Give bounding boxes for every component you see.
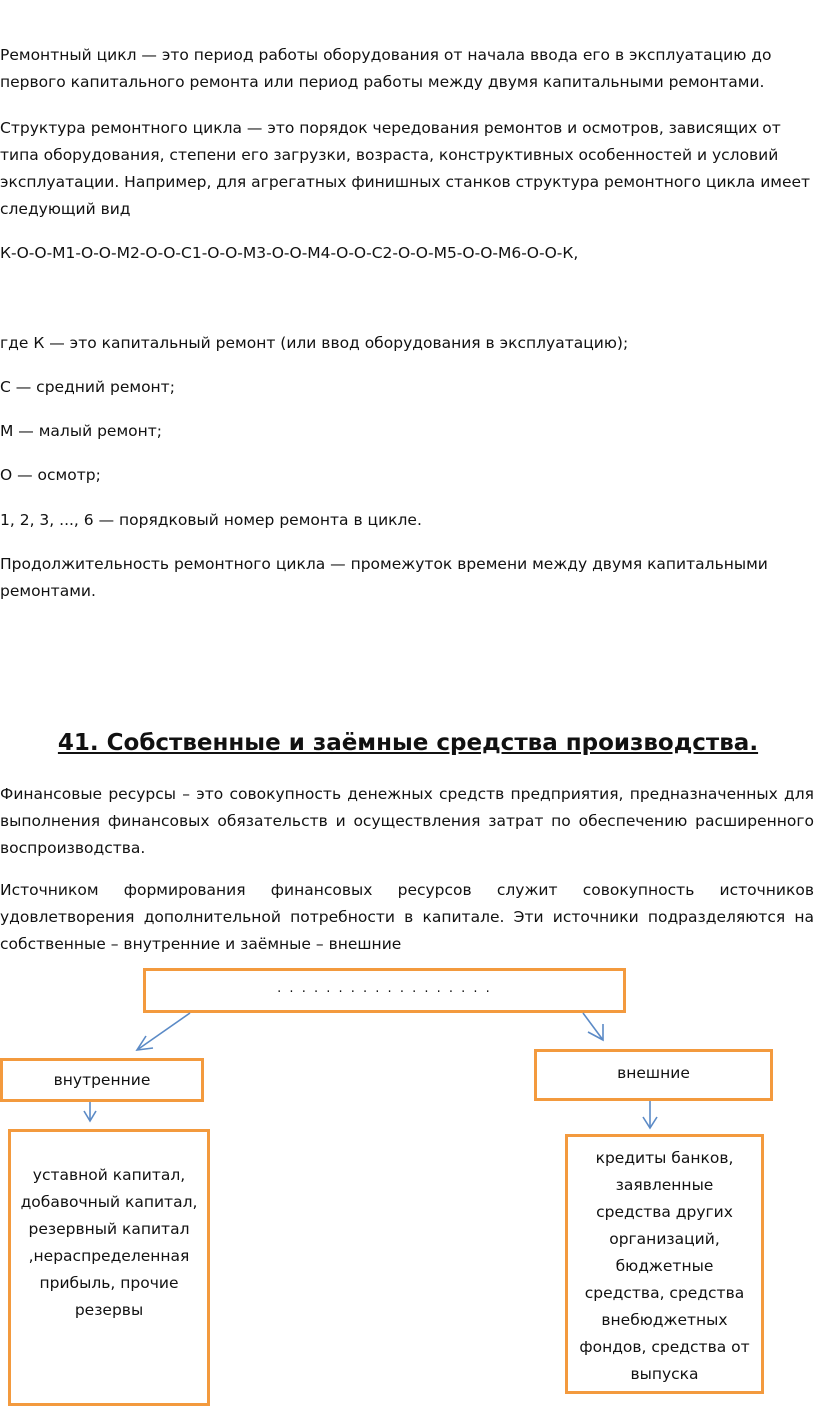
- arrow-to-external: [583, 1013, 603, 1040]
- legend-m: М — малый ремонт;: [0, 422, 163, 440]
- legend-k: где К — это капитальный ремонт (или ввод оборудования в эксплуатацию);: [0, 334, 629, 352]
- legend-numbers: 1, 2, 3, ..., 6 — порядковый номер ремонта в цикле.: [0, 511, 422, 529]
- legend-c: С — средний ремонт;: [0, 378, 175, 396]
- arrow-to-internal: [137, 1013, 190, 1050]
- legend-o: О — осмотр;: [0, 466, 101, 484]
- sources-top-box: . . . . . . . . . . . . . . . . . .: [143, 968, 626, 1013]
- section-title: 41. Собственные и заёмные средства производства.: [57, 730, 759, 756]
- repair-cycle-definition: Ремонтный цикл — это период работы оборудования от начала ввода его в эксплуатацию до первого капитального ремонта или период работы между двумя капитальными ремонтами.: [0, 46, 772, 91]
- repair-cycle-structure: Структура ремонтного цикла — это порядок чередования ремонтов и осмотров, зависящих от типа оборудования, степени его загрузки, возраста, конструктивных особенностей и условий эксплуатации. Например, для агрегатных финишных станков структура ремонтного цикла имеет следующий вид: [0, 119, 811, 218]
- repair-cycle-duration: Продолжительность ремонтного цикла — промежуток времени между двумя капитальными ремонтами.: [0, 555, 768, 600]
- internal-sources-box: внутренние: [0, 1058, 204, 1102]
- arrow-external-down: [643, 1101, 657, 1128]
- external-sources-list-box: [565, 1134, 764, 1394]
- internal-sources-list-box: [8, 1129, 210, 1406]
- external-sources-list: кредиты банков, заявленные средства других организаций, бюджетные средства, средства внебюджетных фондов, средства от выпуска: [579, 1149, 750, 1383]
- arrow-internal-down: [84, 1102, 96, 1121]
- internal-sources-list: уставной капитал, добавочный капитал, резервный капитал ,нераспределенная прибыль, прочие резервы: [20, 1166, 198, 1319]
- external-sources-box: внешние: [534, 1049, 773, 1101]
- repair-cycle-sequence: К-О-О-М1-О-О-М2-О-О-С1-О-О-М3-О-О-М4-О-О-С2-О-О-М5-О-О-М6-О-О-К,: [0, 244, 579, 262]
- financial-resources-definition: Финансовые ресурсы – это совокупность денежных средств предприятия, предназначенных для выполнения финансовых обязательств и осуществления затрат по обеспечению расширенного воспроизводства.: [0, 785, 814, 857]
- financial-sources-paragraph: Источником формирования финансовых ресурсов служит совокупность источников удовлетворения дополнительной потребности в капитале. Эти источники подразделяются на собственные – внутренние и заёмные – внешние: [0, 881, 814, 953]
